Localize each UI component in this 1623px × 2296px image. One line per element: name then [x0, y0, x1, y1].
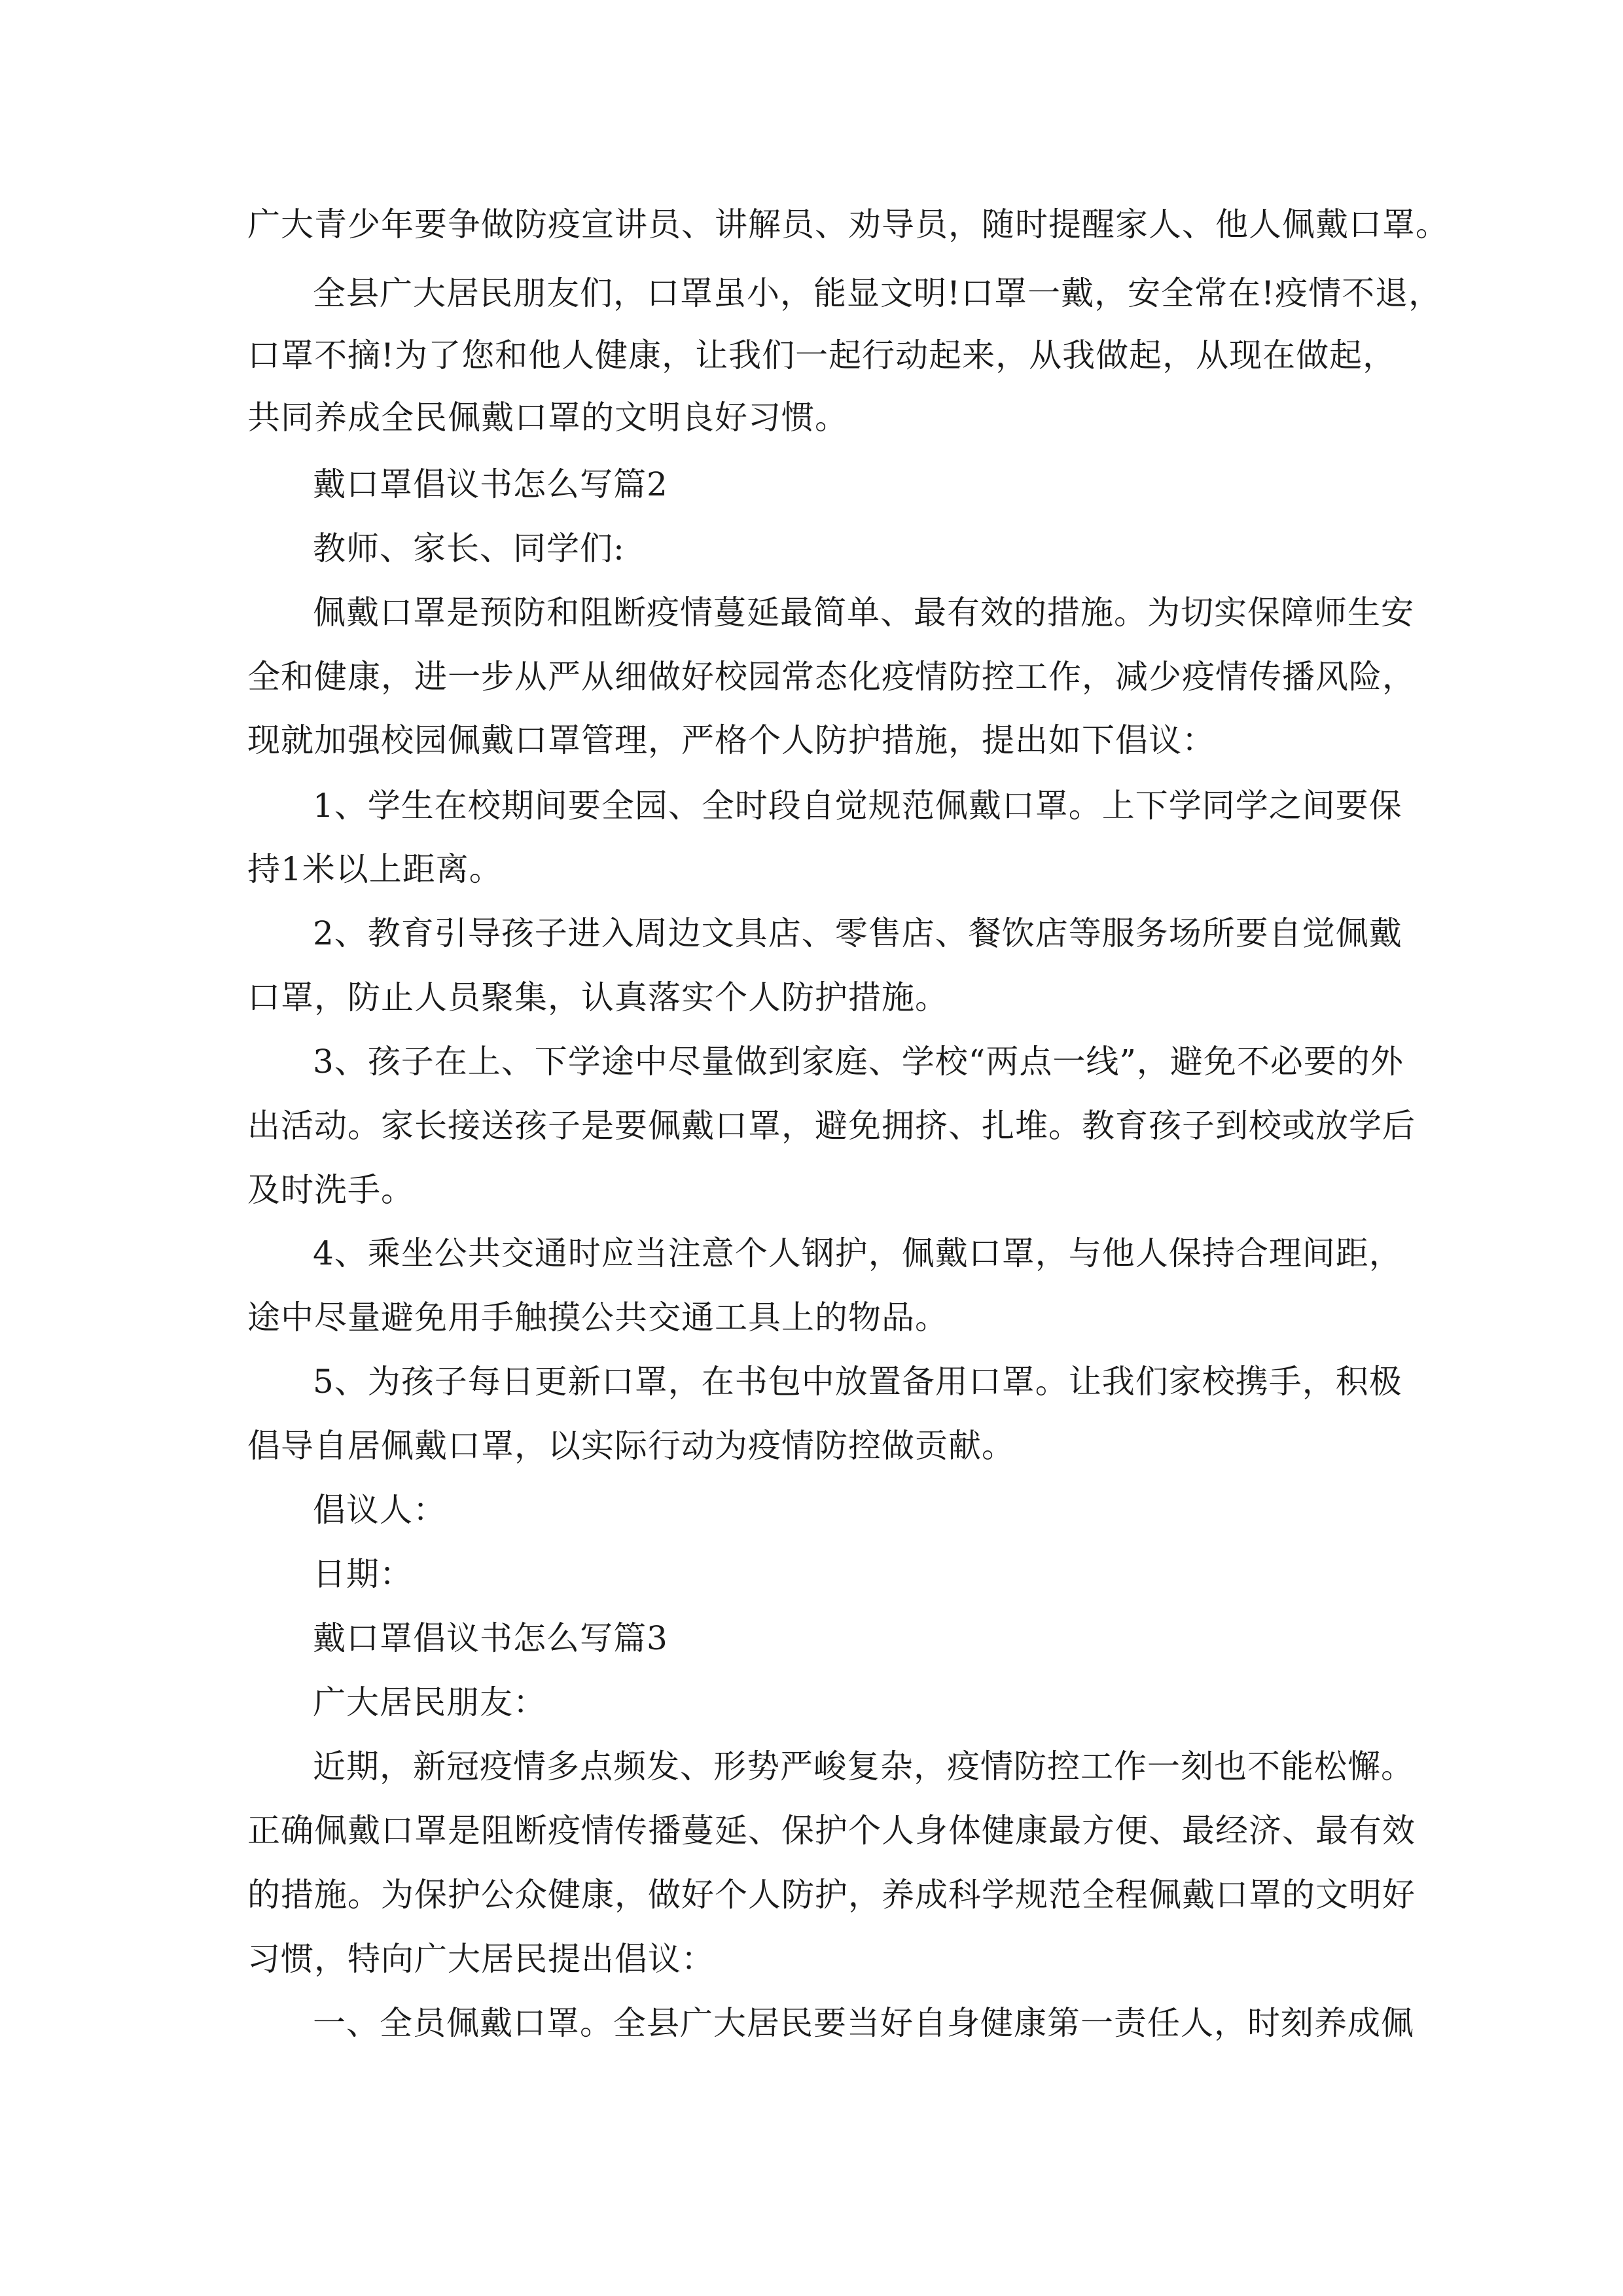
- text-line: 广大青少年要争做防疫宣讲员、讲解员、劝导员，随时提醒家人、他人佩戴口罩。: [247, 206, 1449, 243]
- section-heading: 戴口罩倡议书怎么写篇3: [313, 1619, 668, 1657]
- list-item: 5、为孩子每日更新口罩，在书包中放置备用口罩。让我们家校携手，积极: [313, 1363, 1402, 1401]
- text-line: 共同养成全民佩戴口罩的文明良好习惯。: [247, 399, 848, 437]
- list-item: 2、教育引导孩子进入周边文具店、零售店、餐饮店等服务场所要自觉佩戴: [313, 914, 1402, 952]
- salutation: 教师、家长、同学们:: [313, 529, 625, 567]
- date-label: 日期：: [313, 1555, 413, 1593]
- text-line: 口罩，防止人员聚集，认真落实个人防护措施。: [247, 978, 948, 1016]
- list-item: 一、全员佩戴口罩。全县广大居民要当好自身健康第一责任人，时刻养成佩: [313, 2004, 1414, 2042]
- text-line: 近期，新冠疫情多点频发、形势严峻复杂，疫情防控工作一刻也不能松懈。: [313, 1748, 1414, 1785]
- text-line: 现就加强校园佩戴口罩管理，严格个人防护措施，提出如下倡议：: [247, 721, 1215, 759]
- text-line: 习惯，特向广大居民提出倡议：: [247, 1940, 715, 1978]
- list-item: 3、孩子在上、下学途中尽量做到家庭、学校“两点一线”，避免不必要的外: [313, 1043, 1404, 1081]
- text-line: 途中尽量避免用手触摸公共交通工具上的物品。: [247, 1299, 948, 1336]
- text-line: 倡导自居佩戴口罩，以实际行动为疫情防控做贡献。: [247, 1427, 1015, 1465]
- text-line: 全和健康，进一步从严从细做好校园常态化疫情防控工作，减少疫情传播风险，: [247, 658, 1416, 696]
- signature-label: 倡议人：: [313, 1491, 446, 1529]
- section-heading: 戴口罩倡议书怎么写篇2: [313, 465, 668, 503]
- text-line: 口罩不摘!为了您和他人健康，让我们一起行动起来，从我做起，从现在做起，: [247, 336, 1397, 374]
- text-line: 全县广大居民朋友们，口罩虽小，能显文明!口罩一戴，安全常在!疫情不退，: [313, 274, 1442, 312]
- list-item: 1、学生在校期间要全园、全时段自觉规范佩戴口罩。上下学同学之间要保: [313, 787, 1402, 825]
- text-line: 正确佩戴口罩是阻断疫情传播蔓延、保护个人身体健康最方便、最经济、最有效: [247, 1812, 1416, 1850]
- text-line: 持1米以上距离。: [247, 850, 503, 888]
- text-line: 佩戴口罩是预防和阻断疫情蔓延最简单、最有效的措施。为切实保障师生安: [313, 594, 1414, 632]
- text-line: 出活动。家长接送孩子是要佩戴口罩，避免拥挤、扎堆。教育孩子到校或放学后: [247, 1107, 1416, 1145]
- list-item: 4、乘坐公共交通时应当注意个人钢护，佩戴口罩，与他人保持合理间距，: [313, 1234, 1402, 1272]
- text-line: 及时洗手。: [247, 1171, 414, 1209]
- salutation: 广大居民朋友：: [313, 1683, 546, 1721]
- text-line: 的措施。为保护公众健康，做好个人防护，养成科学规范全程佩戴口罩的文明好: [247, 1876, 1416, 1914]
